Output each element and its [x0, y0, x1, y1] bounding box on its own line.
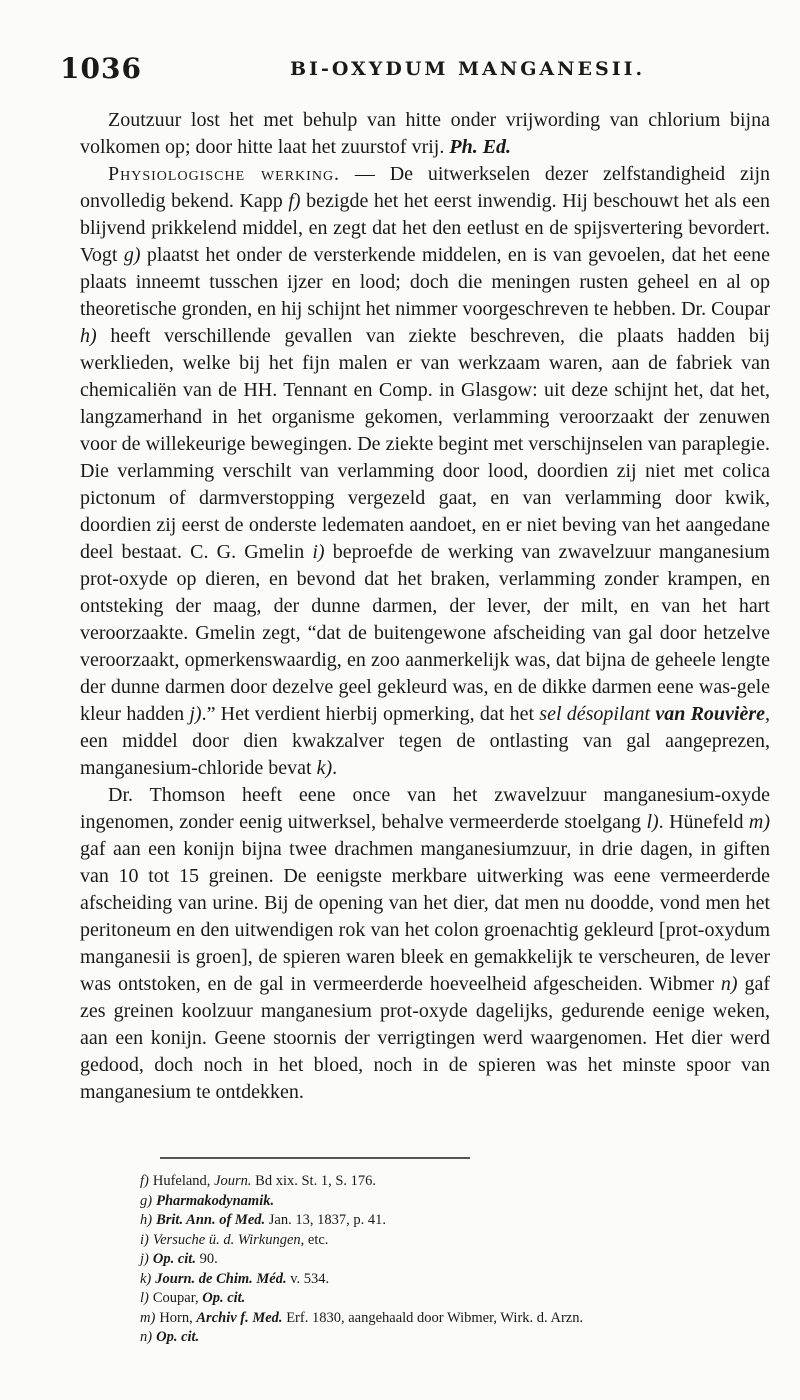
rouviere-name: Rouvière	[690, 703, 766, 725]
ref-h: h)	[80, 325, 97, 347]
ref-i: i)	[312, 541, 325, 563]
p3-text-b: . Hünefeld	[658, 811, 749, 833]
p2-text-d: heeft verschillende gevallen van ziekte beschreven, die plaats hadden bij werklieden, welke bij het fijn malen er van werkzaam waren, aan de fabriek van chemicaliën van de HH. Tennant en Comp. in Glasgow: uit deze schijnt het, dat het, langzamerhand in het organisme gekomen, verlamming veroorzaakt der zenuwen voor de willekeurige bewegingen. De ziekte begint met verschijnselen van paraplegie. Die verlamming verschilt van verlamming door lood, doordien zij niet met colica pictonum of darmverstopping vergezeld gaat, en van verlamming door kwik, doordien zij eerst de onderste ledematen aandoet, en er niet beving van het aangedane deel bestaat. C. G. Gmelin	[80, 325, 770, 563]
footnote-key: g)	[140, 1192, 153, 1209]
footnote-title: Archiv f. Med.	[196, 1309, 283, 1326]
footnote-i	[140, 1231, 760, 1251]
p2-text-b: bezigde het het eerst inwendig. Hij beschouwt het als een blijvend prikkelend middel, en zegt dat het den eetlust en de spijsvertering bevordert. Vogt	[80, 190, 770, 266]
page-number: 1036	[60, 52, 142, 85]
sel-desopilant: sel désopilant	[539, 703, 651, 725]
footnote-h	[140, 1211, 760, 1231]
footnote-title: Pharmakodynamik.	[156, 1192, 275, 1209]
footnote-key: f)	[140, 1173, 149, 1189]
footnote-j	[140, 1250, 760, 1270]
footnote-title: Op. cit.	[202, 1290, 246, 1306]
page-header	[60, 52, 750, 92]
footnote-key: h)	[140, 1212, 153, 1228]
footnote-text: Bd xix. St. 1, S. 176.	[251, 1173, 377, 1189]
footnote-text: , etc.	[300, 1231, 329, 1248]
footnote-key: n)	[140, 1329, 153, 1345]
paragraph-1-attribution: Ph. Ed.	[449, 136, 512, 158]
p3-text-c: gaf aan een konijn bijna twee drachmen manganesiumzuur, in drie dagen, in giften van 10 tot 15 greinen. De eenigste merkbare uitwerking was eene vermeerderde afscheiding van urine. Bij de opening van het dier, dat men nu doodde, vond men het peritoneum en den uitwendigen rok van het colon groenachtig gekleurd [prot-oxydum manganesii is groen], de spieren waren bleek en gemakkelijk te verscheuren, de lever was ontstoken, en de gal in vermeerderde hoeveelheid afgescheiden. Wibmer	[80, 838, 770, 995]
footnote-title: Versuche ü. d. Wirkungen	[152, 1231, 301, 1248]
ref-m: m)	[748, 811, 770, 833]
footnote-g	[140, 1192, 760, 1212]
footnote-title: Brit. Ann. of Med.	[156, 1212, 266, 1228]
ref-f: f)	[288, 190, 301, 212]
footnote-l	[140, 1289, 760, 1309]
footnote-title: Op. cit.	[152, 1251, 196, 1267]
ref-l: l)	[646, 811, 659, 833]
footnote-f	[140, 1172, 760, 1192]
ref-n: n)	[720, 973, 738, 995]
ref-k: k)	[316, 757, 333, 779]
van-word: van	[655, 703, 686, 725]
p2-text-e: beproefde de werking van zwavelzuur manganesium prot-oxyde op dieren, en bevond dat het braken, verlamming zonder krampen, en ontsteking der maag, der dunne darmen, der lever, der milt, en van het hart veroorzaakte. Gmelin zegt, “dat de buitengewone afscheiding van gal door hetzelve veroorzaakt, opmerkenswaardig, en zoo aanmerkelijk was, dat bijna de geheele lengte der dunne darmen door dezelve geel gekleurd was, en de dikke darmen eene was-gele kleur hadden	[80, 541, 770, 725]
running-head: BI-OXYDUM MANGANESII.	[290, 58, 646, 80]
footnote-key: l)	[140, 1290, 149, 1306]
footnote-text: v. 534.	[286, 1270, 330, 1287]
footnote-key: m)	[140, 1309, 156, 1326]
footnote-title: Op. cit.	[156, 1329, 200, 1345]
footnote-text: Hufeland,	[152, 1173, 215, 1189]
p3-text-d: gaf zes greinen koolzuur manganesium prot-oxyde dagelijks, gedurende eenige weken, aan een konijn. Geene stoornis der verrigtingen werd waargenomen. Het dier werd gedood, doch noch in het bloed, noch in de spieren was het minste spoor van manganesium te ontdekken.	[80, 973, 770, 1103]
paragraph-3	[80, 782, 770, 1106]
footnote-key: k)	[140, 1270, 152, 1287]
footnote-text: 90.	[195, 1251, 218, 1267]
footnote-title: Journ.	[214, 1173, 252, 1189]
p3-text-a: Dr. Thomson heeft eene once van het zwavelzuur manganesium-oxyde ingenomen, zonder eenig uitwerksel, behalve vermeerderde stoelgang	[80, 784, 770, 833]
footnote-k	[140, 1270, 760, 1290]
footnote-n	[140, 1328, 760, 1348]
footnote-text: Jan. 13, 1837, p. 41.	[265, 1212, 386, 1228]
footnote-text: Coupar,	[152, 1290, 203, 1306]
p2-text-i: .	[332, 757, 338, 779]
p2-text-h: , een middel door dien kwakzalver tegen de ontlasting van gal aangeprezen, manganesium-chloride bevat	[80, 703, 771, 779]
footnotes	[140, 1172, 760, 1348]
paragraph-1-text: Zoutzuur lost het met behulp van hitte onder vrijwording van chlorium bijna volkomen op; door hitte laat het zuurstof vrij.	[80, 109, 770, 158]
footnote-text: Horn,	[159, 1309, 197, 1326]
paragraph-1	[80, 107, 770, 161]
paragraph-2	[80, 161, 770, 782]
footnote-key: i)	[140, 1231, 149, 1248]
footnote-m	[140, 1309, 760, 1329]
footnote-text: Erf. 1830, aangehaald door Wibmer, Wirk. d. Arzn.	[282, 1309, 584, 1326]
p2-text-a: — De uitwerkselen dezer zelfstandigheid zijn onvolledig bekend. Kapp	[80, 163, 770, 212]
ref-j: j)	[189, 703, 202, 725]
ref-g: g)	[123, 244, 141, 266]
p2-text-c: plaatst het onder de versterkende middelen, en is van gevoelen, dat het eene plaats inneemt tusschen ijzer en lood; doch die meningen rusten geheel en al op theoretische gronden, en hij schijnt het nimmer voorgeschreven te hebben. Dr. Coupar	[80, 244, 770, 320]
section-heading: Physiologische werking.	[108, 163, 341, 185]
footnote-title: Journ. de Chim. Méd.	[155, 1270, 287, 1287]
body-text	[80, 107, 770, 1106]
footnote-rule	[160, 1157, 470, 1159]
p2-text-f: .” Het verdient hierbij opmerking, dat het	[201, 703, 540, 725]
footnote-key: j)	[140, 1251, 149, 1267]
